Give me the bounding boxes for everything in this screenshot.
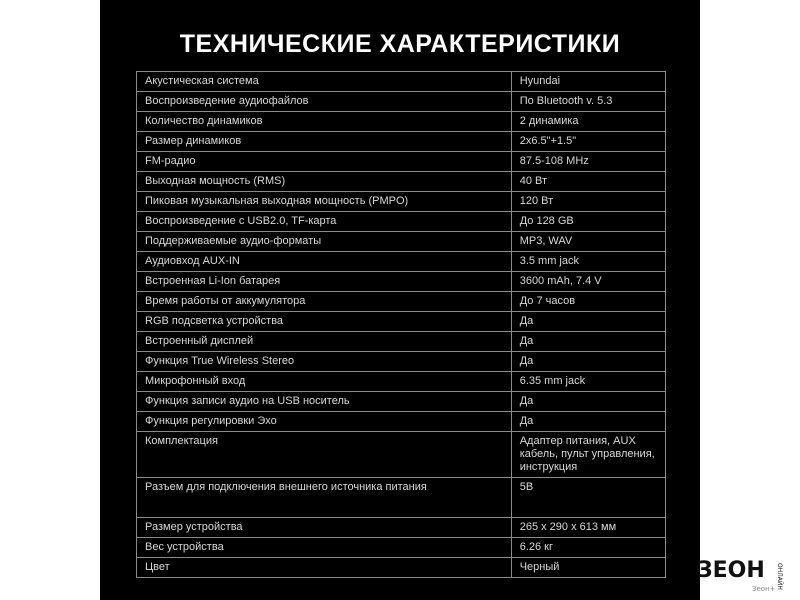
spec-value: Черный bbox=[511, 558, 665, 578]
spec-value: Да bbox=[511, 412, 665, 432]
spec-name: Время работы от аккумулятора bbox=[137, 292, 512, 312]
spec-row bbox=[137, 272, 666, 292]
spec-value: 3600 mAh, 7.4 V bbox=[511, 272, 665, 292]
spec-value: Hyundai bbox=[511, 72, 665, 92]
spec-row bbox=[137, 372, 666, 392]
spec-row bbox=[137, 112, 666, 132]
spec-value: По Bluetooth v. 5.3 bbox=[511, 92, 665, 112]
spec-value: 6.35 mm jack bbox=[511, 372, 665, 392]
spec-value: 6.26 кг bbox=[511, 538, 665, 558]
spec-name: Аудиовход AUX-IN bbox=[137, 252, 512, 272]
spec-row bbox=[137, 312, 666, 332]
spec-row bbox=[137, 538, 666, 558]
spec-value: 2 динамика bbox=[511, 112, 665, 132]
spec-name: Функция регулировки Эхо bbox=[137, 412, 512, 432]
spec-name: Количество динамиков bbox=[137, 112, 512, 132]
spec-value: 40 Вт bbox=[511, 172, 665, 192]
spec-row bbox=[137, 392, 666, 412]
spec-value: 265 х 290 х 613 мм bbox=[511, 518, 665, 538]
spec-sheet-panel bbox=[100, 0, 700, 600]
spec-value: Адаптер питания, AUX кабель, пульт управления, инструкция bbox=[511, 432, 665, 478]
spec-row bbox=[137, 478, 666, 518]
spec-row bbox=[137, 292, 666, 312]
spec-row bbox=[137, 232, 666, 252]
page-title: ТЕХНИЧЕСКИЕ ХАРАКТЕРИСТИКИ bbox=[179, 30, 621, 58]
spec-row bbox=[137, 72, 666, 92]
spec-row bbox=[137, 558, 666, 578]
spec-value: 2х6.5"+1.5" bbox=[511, 132, 665, 152]
spec-row bbox=[137, 92, 666, 112]
spec-name: Встроенный дисплей bbox=[137, 332, 512, 352]
spec-name: Воспроизведение аудиофайлов bbox=[137, 92, 512, 112]
spec-name: Разъем для подключения внешнего источника питания bbox=[137, 478, 512, 518]
spec-row bbox=[137, 192, 666, 212]
spec-value: До 7 часов bbox=[511, 292, 665, 312]
spec-name: Вес устройства bbox=[137, 538, 512, 558]
spec-value: 5В bbox=[511, 478, 665, 518]
spec-name: FM-радио bbox=[137, 152, 512, 172]
spec-value: 3.5 mm jack bbox=[511, 252, 665, 272]
spec-name: Поддерживаемые аудио-форматы bbox=[137, 232, 512, 252]
spec-name: Акустическая система bbox=[137, 72, 512, 92]
spec-name: Цвет bbox=[137, 558, 512, 578]
spec-row bbox=[137, 172, 666, 192]
spec-value: 87.5-108 MHz bbox=[511, 152, 665, 172]
spec-value: Да bbox=[511, 312, 665, 332]
spec-name: Комплектация bbox=[137, 432, 512, 478]
spec-table bbox=[136, 71, 666, 578]
spec-name: Пиковая музыкальная выходная мощность (PMPO) bbox=[137, 192, 512, 212]
spec-value: Да bbox=[511, 332, 665, 352]
spec-row bbox=[137, 212, 666, 232]
spec-value: Да bbox=[511, 392, 665, 412]
spec-row bbox=[137, 352, 666, 372]
spec-name: Воспроизведение с USB2.0, TF-карта bbox=[137, 212, 512, 232]
spec-row bbox=[137, 132, 666, 152]
zeon-logo-side-text: ОНЛАЙН bbox=[776, 563, 783, 590]
spec-row bbox=[137, 518, 666, 538]
spec-value: До 128 GB bbox=[511, 212, 665, 232]
spec-row bbox=[137, 332, 666, 352]
spec-row bbox=[137, 152, 666, 172]
spec-name: Размер устройства bbox=[137, 518, 512, 538]
spec-name: Встроенная Li-Ion батарея bbox=[137, 272, 512, 292]
spec-row bbox=[137, 412, 666, 432]
brand-caption: Зеон+ bbox=[752, 585, 776, 593]
spec-row bbox=[137, 252, 666, 272]
spec-name: Выходная мощность (RMS) bbox=[137, 172, 512, 192]
spec-value: MP3, WAV bbox=[511, 232, 665, 252]
spec-value: Да bbox=[511, 352, 665, 372]
spec-name: RGB подсветка устройства bbox=[137, 312, 512, 332]
zeon-logo: ЗЕОН bbox=[697, 558, 765, 583]
spec-name: Функция True Wireless Stereo bbox=[137, 352, 512, 372]
spec-name: Размер динамиков bbox=[137, 132, 512, 152]
spec-value: 120 Вт bbox=[511, 192, 665, 212]
spec-name: Микрофонный вход bbox=[137, 372, 512, 392]
spec-row bbox=[137, 432, 666, 478]
spec-name: Функция записи аудио на USB носитель bbox=[137, 392, 512, 412]
